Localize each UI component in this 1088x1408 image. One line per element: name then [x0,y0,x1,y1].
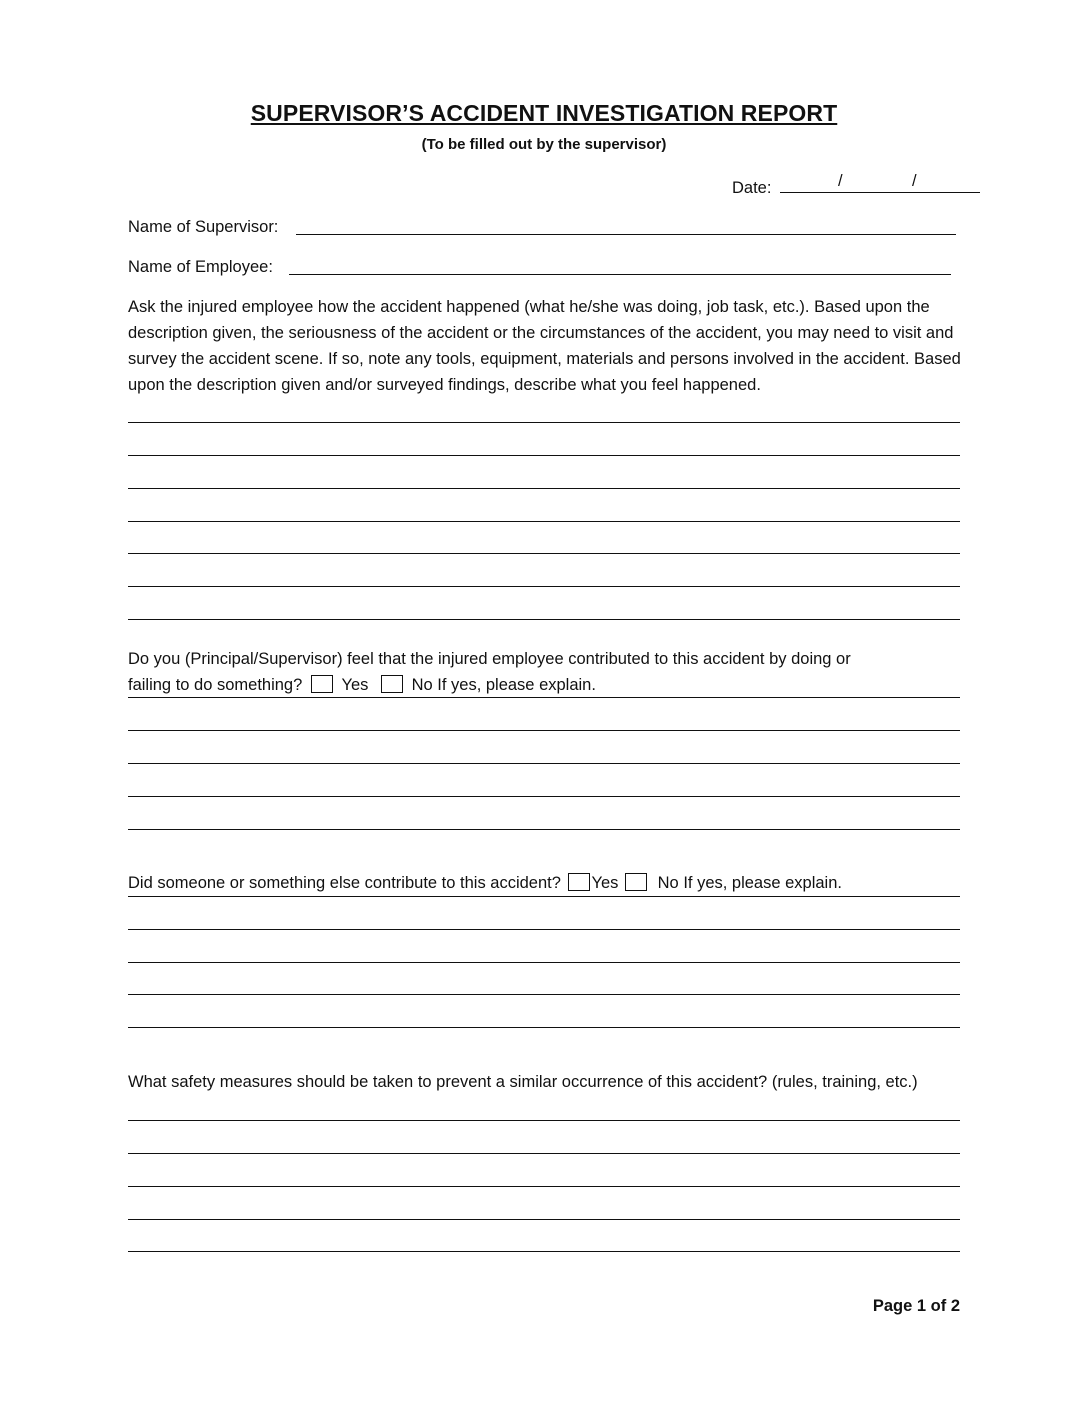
report-subtitle: (To be filled out by the supervisor) [421,136,667,153]
section2-prompt-line2 [128,672,968,698]
section3-prompt: Did someone or something else contribute to this accident? [128,874,561,892]
supervisor-name-field[interactable] [296,234,956,235]
section3-answer-line[interactable] [128,929,960,930]
section3-answer-line[interactable] [128,896,960,897]
report-title: SUPERVISOR’S ACCIDENT INVESTIGATION REPORT [250,100,838,126]
section3-explain: If yes, please explain. [683,874,842,892]
section3-yes-checkbox[interactable] [568,873,590,891]
section3-answer-line[interactable] [128,994,960,995]
section2-answer-line[interactable] [128,829,960,830]
section2-no-label: No [411,676,433,694]
date-year-blank[interactable] [912,172,980,193]
section3-answer-line[interactable] [128,1027,960,1028]
section4-prompt: What safety measures should be taken to prevent a similar occurrence of this accident? (rules, training, etc.) [128,1073,918,1091]
date-month-blank[interactable] [780,174,842,193]
employee-name-field[interactable] [289,274,951,275]
section3-no-label: No [657,874,679,892]
section1-answer-line[interactable] [128,619,960,620]
section1-answer-line[interactable] [128,422,960,423]
section2-explain: If yes, please explain. [437,676,596,694]
section2-answer-line[interactable] [128,763,960,764]
section4-answer-line[interactable] [128,1219,960,1220]
section1-answer-line[interactable] [128,455,960,456]
employee-label: Name of Employee: [128,258,273,276]
supervisor-label: Name of Supervisor: [128,218,279,236]
section3-yes-label: Yes [591,874,619,892]
date-separator-1: / [838,172,843,190]
section2-answer-line[interactable] [128,697,960,698]
section1-answer-line[interactable] [128,521,960,522]
date-separator-2: / [912,172,917,190]
section3-no-checkbox[interactable] [625,873,647,891]
section2-yes-checkbox[interactable] [311,675,333,693]
section2-answer-line[interactable] [128,730,960,731]
section4-answer-line[interactable] [128,1251,960,1252]
section1-answer-line[interactable] [128,553,960,554]
page-number: Page 1 of 2 [872,1297,960,1315]
date-day-blank[interactable] [838,172,916,193]
section2-prompt-line1: Do you (Principal/Supervisor) feel that the injured employee contributed to this accident by doing or [128,650,851,668]
section4-answer-line[interactable] [128,1153,960,1154]
section4-answer-line[interactable] [128,1120,960,1121]
section2-answer-line[interactable] [128,796,960,797]
section2-prompt-line2-text: failing to do something? [128,676,303,694]
section1-answer-line[interactable] [128,488,960,489]
section3-answer-line[interactable] [128,962,960,963]
date-field [732,174,980,198]
section2-yes-label: Yes [341,676,369,694]
section1-answer-line[interactable] [128,586,960,587]
section1-prompt: Ask the injured employee how the accident happened (what he/she was doing, job task, etc.). Based upon the description given, the seriousness of the accident or the circumstances of the accident, you may need to visit and survey the accident scene. If so, note any tools, equipment, materials and persons involved in the accident. Based upon the description given and/or surveyed findings, describe what you feel happened. [128,298,961,394]
section3-prompt-row [128,870,968,896]
section2-no-checkbox[interactable] [381,675,403,693]
section2-prompt [128,646,968,698]
section4-answer-line[interactable] [128,1186,960,1187]
date-label: Date: [732,179,772,197]
